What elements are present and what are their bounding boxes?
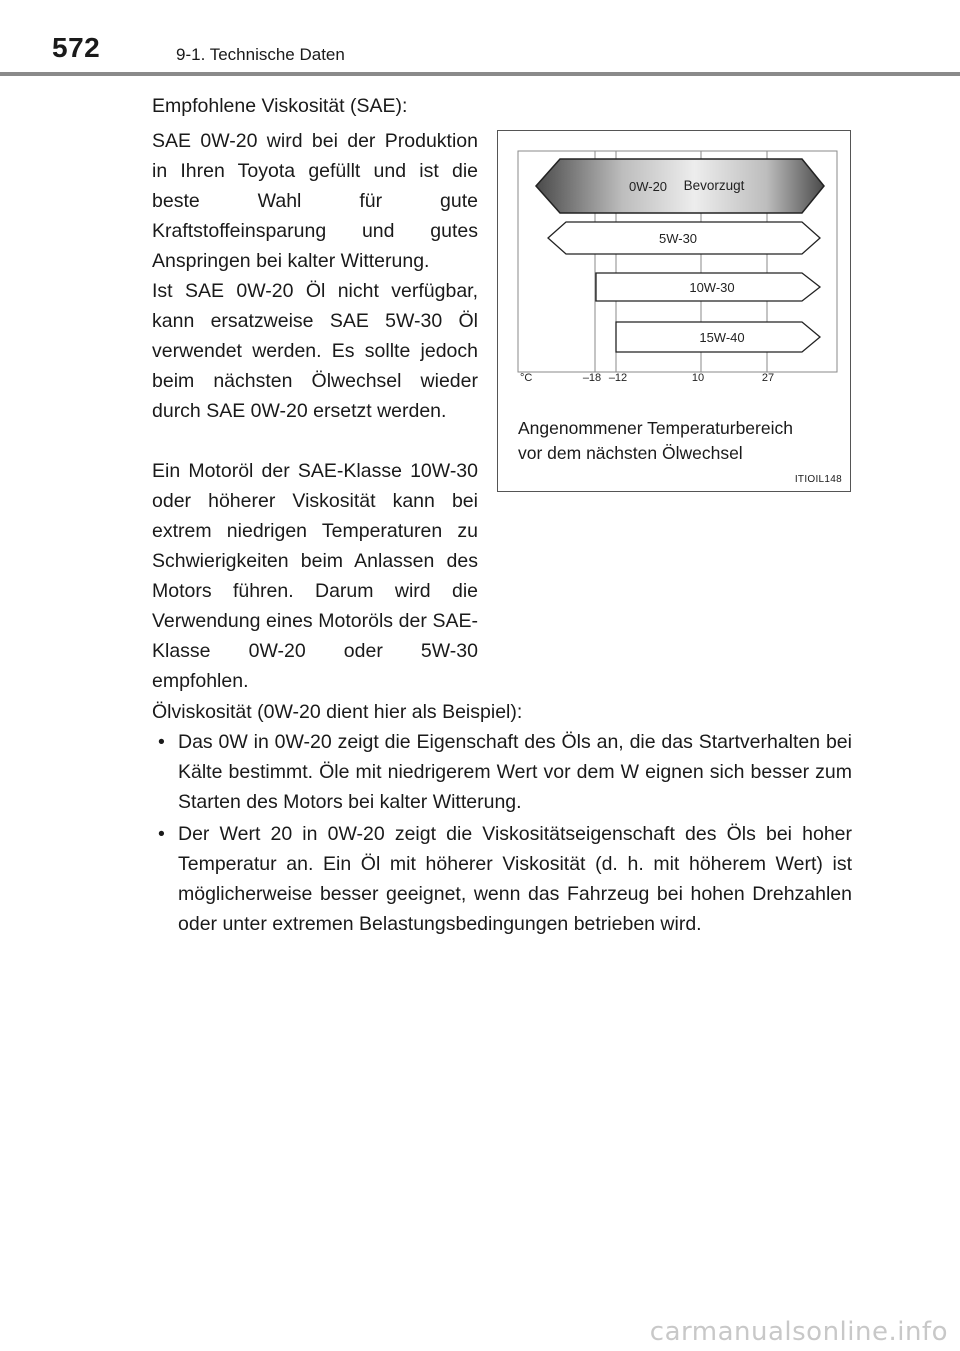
caption-line-1: Angenommener Temperaturbereich [518, 418, 793, 438]
bullet-text-high-temp: Der Wert 20 in 0W-20 zeigt die Viskositätseigenschaft des Öls bei hoher Temperatur an. Ein Öl mit höherer Viskosität (d. h. mit höherem Wert) ist möglicherweise besser geeignet, wenn das Fahrzeug bei hohen Drehzahlen oder unter extremen Belastungsbedingungen betrieben wird. [178, 823, 852, 935]
viscosity-heading: Ölviskosität (0W-20 dient hier als Beispiel): [152, 701, 523, 723]
bullet-text-cold-start: Das 0W in 0W-20 zeigt die Eigenschaft des Öls an, die das Startverhalten bei Kälte bestimmt. Öle mit niedrigerem Wert vor dem W eignen sich besser zum Starten des Motors bei kalter Witterung. [178, 731, 852, 813]
tick-10: 10 [691, 372, 705, 384]
bullet-marker: • [158, 731, 165, 753]
tick-27: 27 [761, 372, 775, 384]
list-item [152, 727, 852, 817]
figure-caption [518, 416, 793, 466]
page-number: 572 [52, 32, 101, 63]
label-10w30: 10W-30 [689, 280, 735, 295]
section-title: 9-1. Technische Daten [176, 45, 345, 64]
label-preferred: Bevorzugt [683, 178, 745, 193]
header-rule [0, 72, 960, 76]
tick-m12: –12 [608, 372, 628, 384]
paragraph-high-viscosity-warning: Ein Motoröl der SAE-Klasse 10W-30 oder höherer Viskosität kann bei extrem niedrigen Temperaturen zu Schwierigkeiten beim Anlassen des Motors führen. Darum wird die Verwendung eines Motoröls der SAE-Klasse 0W-20 oder 5W-30 empfohlen. [152, 460, 478, 692]
label-5w30: 5W-30 [658, 231, 698, 246]
bullet-marker: • [158, 823, 165, 845]
page-header [0, 0, 960, 80]
watermark: carmanualsonline.info [649, 1317, 948, 1347]
arrow-0w20 [536, 159, 824, 213]
paragraph-factory-fill: SAE 0W-20 wird bei der Produktion in Ihren Toyota gefüllt und ist die beste Wahl für gute Kraftstoffeinsparung und gutes Anspringen bei kalter Witterung. [152, 130, 478, 272]
sae-heading: Empfohlene Viskosität (SAE): [152, 95, 408, 117]
figure-id: ITIOIL148 [794, 474, 842, 485]
paragraph-substitute-oil: Ist SAE 0W-20 Öl nicht verfügbar, kann ersatzweise SAE 5W-30 Öl verwendet werden. Es sollte jedoch beim nächsten Ölwechsel wieder durch SAE 0W-20 ersetzt werden. [152, 280, 478, 422]
oil-viscosity-figure [497, 130, 851, 492]
tick-m18: –18 [582, 372, 602, 384]
list-item [152, 819, 852, 939]
axis-unit: °C [520, 372, 533, 384]
label-15w40: 15W-40 [699, 330, 745, 345]
caption-line-2: vor dem nächsten Ölwechsel [518, 443, 743, 463]
viscosity-bullet-list [152, 727, 852, 941]
label-0w20: 0W-20 [628, 179, 668, 194]
